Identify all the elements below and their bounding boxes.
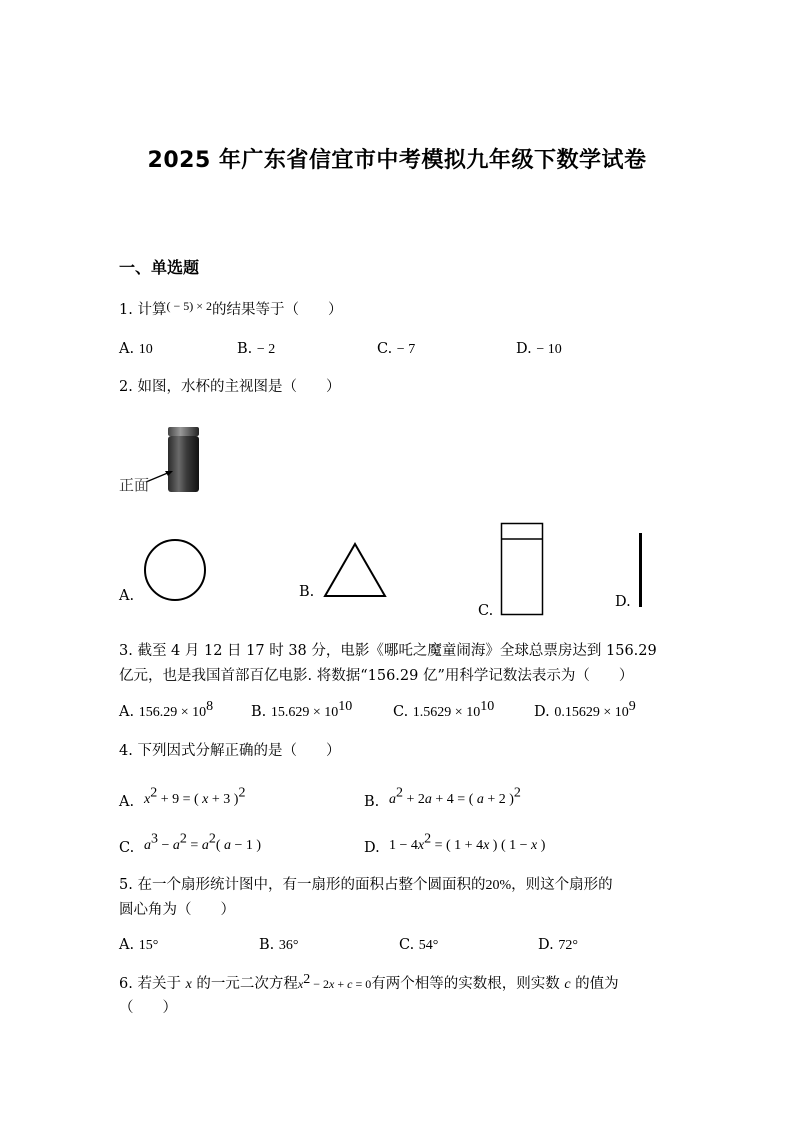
variable: c [564,977,571,992]
option-value: 10 [138,342,153,357]
formula-d: $1 - 4x^2$ = ( 1 + 4x ) ( 1 − x ) [389,831,546,853]
question-3-line-1: 3. 截至 4 月 12 日 17 时 38 分，电影《哪吒之魔童闹海》全球总票房达到 156.29 [119,643,657,659]
option-label: D. [538,937,554,953]
cup-body [168,436,199,492]
option-label: C. [399,937,415,953]
math-expression: ( − 5) × 2 [166,299,212,313]
option-a[interactable] [119,341,153,358]
option-label: A. [119,794,135,810]
option-label: C. [393,704,409,720]
arrow-line [146,472,170,482]
option-value: 156.29 × 10 [138,705,207,720]
question-text: 有两个相等的实数根，则实数 [371,976,560,992]
option-label: B. [237,341,253,357]
option-b[interactable] [259,937,298,954]
option-value: 72° [558,938,578,953]
percentage: 20% [485,878,512,893]
question-2: 2. 如图，水杯的主视图是（ ） [119,379,341,395]
option-label: D. [534,704,550,720]
question-text: 的值为 [575,976,619,992]
option-label: A. [119,704,135,720]
option-value: − 10 [536,342,562,357]
option-value: 1.5629 × 10 [412,705,481,720]
cup-lid [168,427,199,436]
question-3-line-2: 亿元，也是我国首部百亿电影. 将数据“156.29 亿”用科学记数法表示为（ ） [119,668,634,684]
line-shape [637,532,645,608]
option-value: 0.15629 × 10 [554,705,629,720]
option-label: D. [516,341,532,357]
question-1 [119,297,342,323]
option-b[interactable] [364,794,379,810]
option-label: D. [364,840,380,856]
exponent: 9 [628,699,636,715]
option-b[interactable]: B. [299,584,315,600]
exponent: 10 [480,699,495,715]
question-text: 计算 [137,302,167,318]
option-value: 15.629 × 10 [270,705,339,720]
exponent: 8 [206,699,214,715]
option-label: C. [377,341,393,357]
option-value: 15° [138,938,159,953]
option-label: C. [119,840,135,856]
option-a[interactable] [119,699,214,721]
question-number: 1. [119,302,133,318]
option-a[interactable] [119,794,134,810]
question-6-line-2: （ ） [119,1000,177,1016]
option-label: A. [119,937,135,953]
option-a[interactable] [119,937,158,954]
question-text: 6. 若关于 [119,976,181,992]
variable: x [185,977,192,992]
option-b[interactable] [251,699,353,721]
triangle-shape [322,541,388,599]
question-5-line-1 [119,872,613,899]
question-4: 4. 下列因式分解正确的是（ ） [119,743,341,759]
option-c[interactable] [119,840,134,856]
option-d[interactable]: D. [615,594,631,610]
page-title: 2025 年广东省信宜市中考模拟九年级下数学试卷 [147,148,647,173]
exponent: 10 [338,699,353,715]
option-label: A. [119,341,135,357]
equation: $x^2 - 2x + c = 0$ [297,972,372,991]
option-b[interactable] [237,341,275,358]
option-label: B. [364,794,380,810]
option-c[interactable] [377,341,415,358]
question-text: 的一元二次方程 [196,976,298,992]
option-value: 36° [278,938,299,953]
formula-b: $a^2 + 2a + 4$ = ( a + 2 )$^2$ [389,785,521,807]
question-text: ，则这个扇形的 [511,877,613,893]
option-a[interactable]: A. [119,588,135,604]
circle-shape [143,538,207,602]
formula-a: $x^2 + 9$ = ( x + 3 )$^2$ [144,785,246,807]
question-6-line-1 [119,971,619,998]
option-value: − 2 [256,342,276,357]
section-heading: 一、单选题 [119,258,200,277]
option-d[interactable] [364,840,380,856]
option-d[interactable] [534,699,636,721]
option-d[interactable] [516,341,562,358]
option-c[interactable] [399,937,438,954]
option-d[interactable] [538,937,578,954]
option-value: 54° [418,938,439,953]
formula-c: $a^3 - a^2 = a^2$( a − 1 ) [144,831,262,853]
option-label: B. [259,937,275,953]
option-c[interactable] [393,699,495,721]
option-c[interactable]: C. [478,603,494,619]
front-label: 正面 [119,476,150,494]
rectangle-shape [500,522,545,617]
question-text: 5. 在一个扇形统计图中，有一扇形的面积占整个圆面积的 [119,877,486,893]
question-5-line-2: 圆心角为（ ） [119,902,235,918]
option-label: B. [251,704,267,720]
option-value: − 7 [396,342,416,357]
question-text: 的结果等于（ ） [211,302,343,318]
